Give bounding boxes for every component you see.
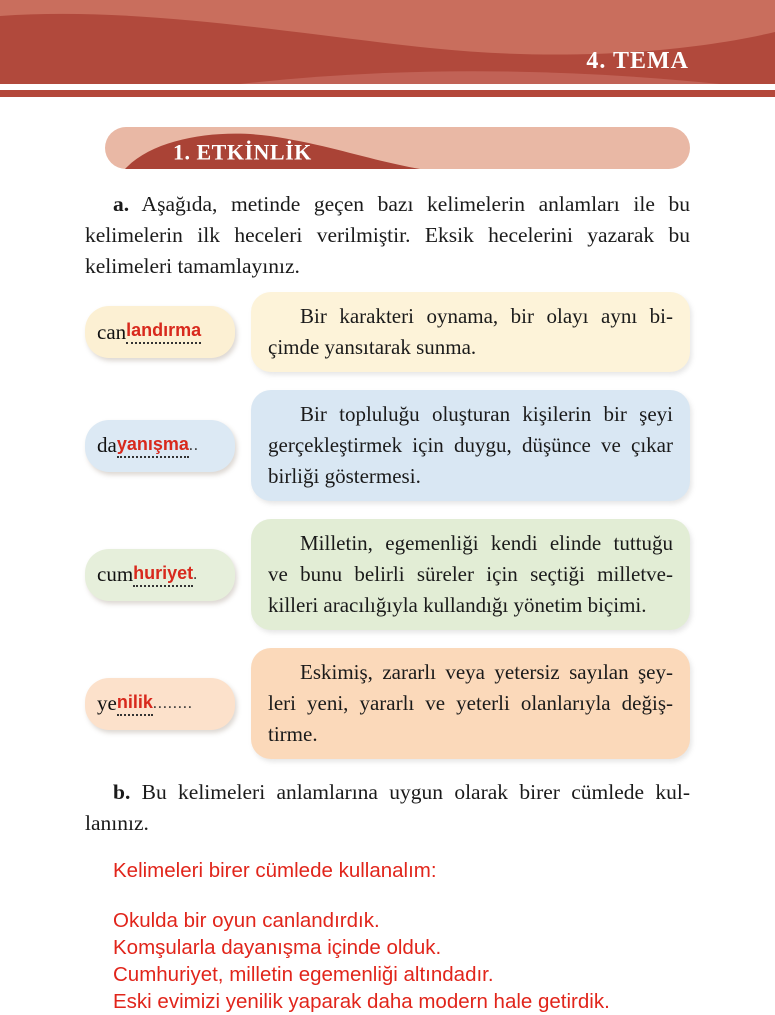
page-content — [0, 127, 775, 1015]
word-prefix: da — [97, 433, 117, 457]
definition-line: birliği göstermesi. — [268, 464, 421, 488]
instruction-a — [85, 189, 690, 282]
word-prefix: ye — [97, 691, 117, 715]
instruction-a-line: kelimelerin ilk heceleri verilmiştir. Eksik hecelerini yazarak bu — [85, 223, 690, 247]
word-prefix: cum — [97, 562, 134, 586]
definition-line: Milletin, egemenliği kendi elinde tuttuğu — [300, 531, 673, 555]
answer-sentence: Komşularla dayanışma içinde olduk. — [113, 936, 442, 959]
instruction-a-line: kelimeleri tamamlayınız. — [85, 254, 300, 278]
answer-sentence: Okulda bir oyun canlandırdık. — [113, 909, 380, 932]
matching-list — [85, 292, 690, 759]
fill-in-dots: . — [193, 565, 199, 583]
match-row-canlandirma — [85, 292, 690, 372]
definition-box-dayanisma — [251, 390, 690, 501]
header-divider-line — [0, 90, 775, 97]
activity-banner — [105, 127, 690, 169]
word-box-dayanisma — [85, 420, 235, 472]
definition-box-cumhuriyet — [251, 519, 690, 630]
word-box-canlandirma — [85, 306, 235, 358]
fill-in-dots: ........ — [152, 694, 193, 712]
definition-line: ve bunu belirli süreler için seçtiği milletve- — [268, 562, 673, 586]
definition-line: killeri aracılığıyla kullandığı yönetim biçimi. — [268, 593, 647, 617]
word-box-yenilik — [85, 678, 235, 730]
definition-line: Eskimiş, zararlı veya yetersiz sayılan şey- — [300, 660, 673, 684]
fill-in-dots: .. — [188, 436, 199, 454]
instruction-b-line: b. Bu kelimeleri anlamlarına uygun olarak birer cümlede kul- — [113, 780, 690, 804]
instruction-b-label: b. — [113, 780, 131, 804]
tema-label: 4. TEMA — [586, 48, 689, 74]
answers-heading: Kelimeleri birer cümlede kullanalım: — [113, 859, 437, 882]
match-row-yenilik — [85, 648, 690, 759]
instruction-b — [85, 777, 690, 839]
student-answers — [85, 859, 690, 1015]
activity-title: 1. ETKİNLİK — [173, 139, 312, 165]
match-row-dayanisma — [85, 390, 690, 501]
word-answer-handwritten: landırma — [126, 320, 201, 344]
header-band — [0, 0, 775, 84]
definition-line: tirme. — [268, 722, 318, 746]
definition-line: Bir topluluğu oluşturan kişilerin bir şeyi — [300, 402, 673, 426]
definition-box-canlandirma — [251, 292, 690, 372]
definition-box-yenilik — [251, 648, 690, 759]
answer-sentence: Cumhuriyet, milletin egemenliği altındadır. — [113, 963, 494, 986]
definition-line: leri yeni, yararlı ve yeterli olanlarıyla değiş- — [268, 691, 673, 715]
instruction-a-line: a. Aşağıda, metinde geçen bazı kelimelerin anlamları ile bu — [113, 192, 690, 216]
definition-line: çimde yansıtarak sunma. — [268, 335, 477, 359]
definition-line: gerçekleştirmek için duygu, düşünce ve çıkar — [268, 433, 673, 457]
word-box-cumhuriyet — [85, 549, 235, 601]
word-answer-handwritten: huriyet — [133, 563, 193, 587]
definition-line: Bir karakteri oynama, bir olayı aynı bi- — [300, 304, 673, 328]
word-answer-handwritten: yanışma — [117, 434, 189, 458]
match-row-cumhuriyet — [85, 519, 690, 630]
instruction-a-label: a. — [113, 192, 130, 216]
instruction-b-line: lanınız. — [85, 811, 149, 835]
word-prefix: can — [97, 319, 127, 344]
word-answer-handwritten: nilik — [117, 692, 153, 716]
answer-sentence: Eski evimizi yenilik yaparak daha modern hale getirdik. — [113, 990, 610, 1013]
